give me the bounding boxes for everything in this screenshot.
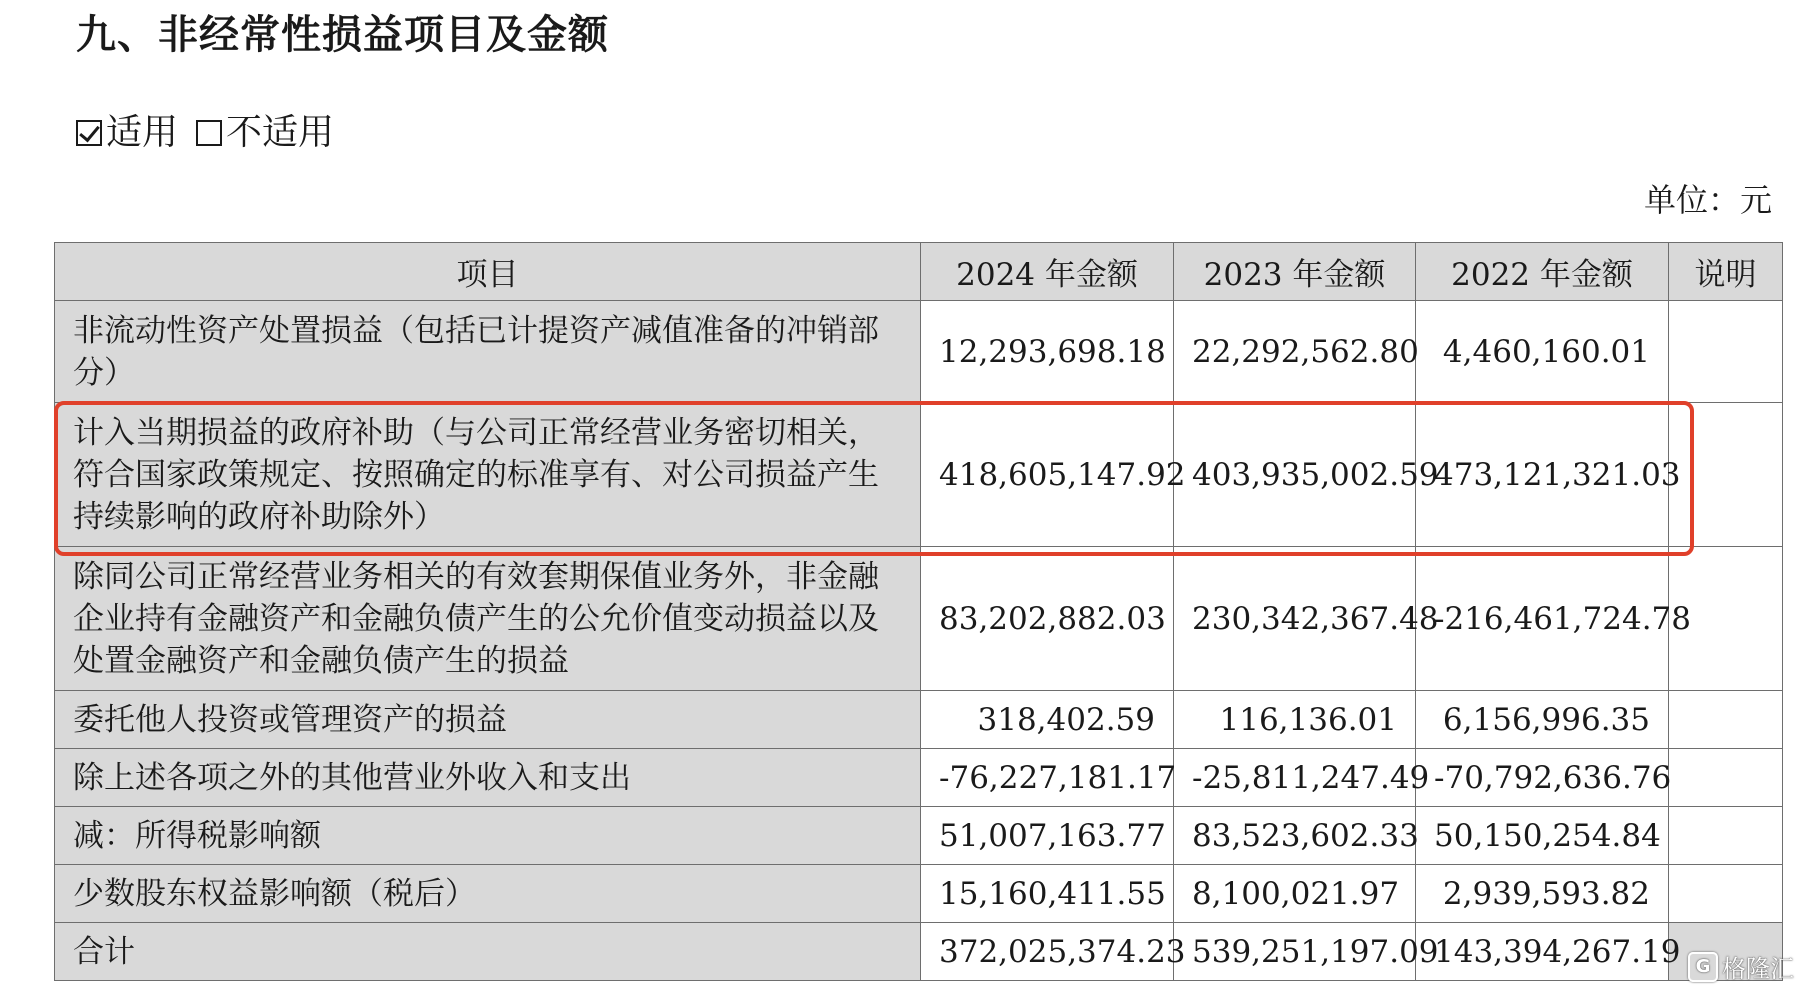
watermark-text: 格隆汇 [1722,955,1794,983]
header-item: 项目 [55,243,921,301]
row-note [1669,865,1783,923]
row-2023: 116,136.01 [1174,691,1416,749]
table-row [55,807,1783,865]
row-item: 合计 [55,923,921,981]
header-2024: 2024 年金额 [921,243,1174,301]
row-item: 非流动性资产处置损益（包括已计提资产减值准备的冲销部分） [55,301,921,403]
row-note [1669,301,1783,403]
row-2022: 50,150,254.84 [1416,807,1669,865]
applicability-options [76,108,334,158]
row-item: 除同公司正常经营业务相关的有效套期保值业务外，非金融企业持有金融资产和金融负债产生的公允价值变动损益以及处置金融资产和金融负债产生的损益 [55,547,921,691]
header-2022: 2022 年金额 [1416,243,1669,301]
row-2023: 230,342,367.48 [1174,547,1416,691]
row-2022: -216,461,724.78 [1416,547,1669,691]
non-recurring-items-table [54,242,1783,981]
applicable-checkbox-icon [76,120,102,146]
row-2022: 473,121,321.03 [1416,403,1669,547]
gelonghui-logo-icon: G [1688,952,1718,982]
table-row [55,403,1783,547]
row-2023: 403,935,002.59 [1174,403,1416,547]
row-2023: 8,100,021.97 [1174,865,1416,923]
row-2022: 6,156,996.35 [1416,691,1669,749]
not-applicable-label: 不适用 [226,112,335,153]
row-note [1669,749,1783,807]
table-header-row [55,243,1783,301]
table-row [55,301,1783,403]
row-2023: 83,523,602.33 [1174,807,1416,865]
row-2024: 372,025,374.23 [921,923,1174,981]
row-2023: 22,292,562.80 [1174,301,1416,403]
row-item: 减：所得税影响额 [55,807,921,865]
row-2024: 15,160,411.55 [921,865,1174,923]
table-row [55,547,1783,691]
row-note [1669,807,1783,865]
table-row [55,865,1783,923]
row-2024: 83,202,882.03 [921,547,1174,691]
row-2023: -25,811,247.49 [1174,749,1416,807]
row-item: 少数股东权益影响额（税后） [55,865,921,923]
row-2022: 2,939,593.82 [1416,865,1669,923]
row-2024: 51,007,163.77 [921,807,1174,865]
row-note [1669,403,1783,547]
row-2023: 539,251,197.09 [1174,923,1416,981]
row-item: 委托他人投资或管理资产的损益 [55,691,921,749]
not-applicable-checkbox-icon [196,120,222,146]
row-2022: 4,460,160.01 [1416,301,1669,403]
row-2024: -76,227,181.17 [921,749,1174,807]
row-item: 计入当期损益的政府补助（与公司正常经营业务密切相关，符合国家政策规定、按照确定的标准享有、对公司损益产生持续影响的政府补助除外） [55,403,921,547]
table-row [55,749,1783,807]
section-title: 九、非经常性损益项目及金额 [76,11,609,58]
row-2024: 12,293,698.18 [921,301,1174,403]
header-2023: 2023 年金额 [1174,243,1416,301]
row-2024: 418,605,147.92 [921,403,1174,547]
table-row [55,691,1783,749]
unit-label: 单位：元 [1643,181,1772,219]
row-note [1669,691,1783,749]
row-2022: 143,394,267.19 [1416,923,1669,981]
watermark [1688,949,1794,984]
applicable-label: 适用 [106,112,179,153]
header-note: 说明 [1669,243,1783,301]
row-2022: -70,792,636.76 [1416,749,1669,807]
row-item: 除上述各项之外的其他营业外收入和支出 [55,749,921,807]
row-2024: 318,402.59 [921,691,1174,749]
table-row [55,923,1783,981]
